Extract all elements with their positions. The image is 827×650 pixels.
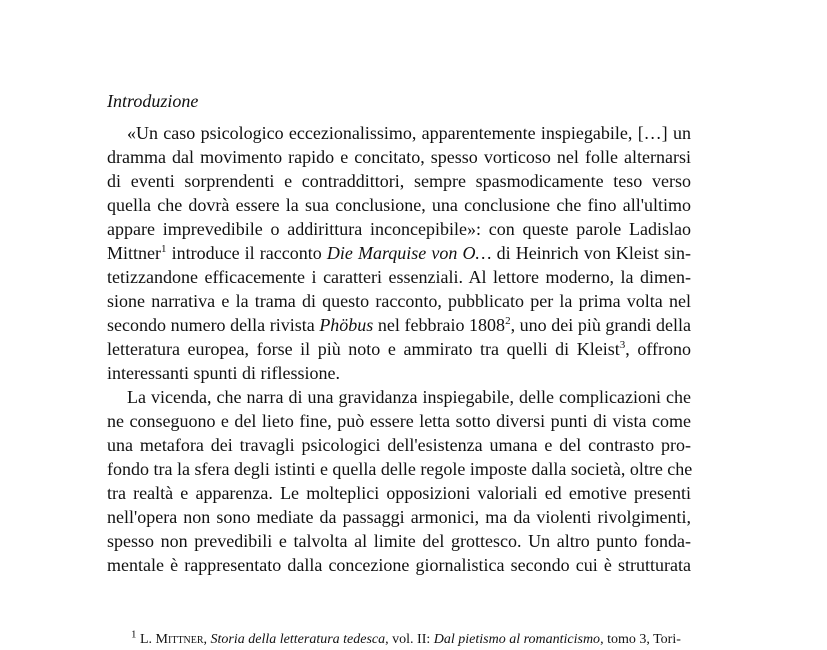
text-line: La vicenda, che narra di una gravidanza inspiegabile, delle complicazioni che	[127, 387, 691, 407]
footnote-author: L. Mittner	[140, 632, 204, 647]
text-line: dramma dal movimento rapido e concitato, spesso vorticoso nel folle alternarsi	[107, 147, 691, 167]
footnote-ref[interactable]: 3	[619, 339, 626, 351]
text-line: ne conseguono e del lieto fine, può essere letta sotto diversi punti di vista come	[107, 411, 691, 431]
text-line: mentale è rappresentato dalla concezione giornalistica secondo cui è strutturata	[107, 555, 691, 575]
text-line: fondo tra la sfera degli istinti e quella delle regole imposte dalla società, oltre che	[107, 459, 693, 479]
text-line: letteratura europea, forse il più noto e ammirato tra quelli di Kleist$^3$, offrono	[107, 339, 691, 359]
text-line: secondo numero della rivista Phöbus nel febbraio 1808$^2$, uno dei più grandi della	[107, 315, 691, 335]
text-line: nell'opera non sono mediate da passaggi armonici, ma da violenti rivolgimenti,	[107, 507, 691, 527]
text-line: «Un caso psicologico eccezionalissimo, apparentemente inspiegabile, […] un	[127, 123, 691, 143]
section-title: Introduzione	[107, 91, 199, 111]
text-line: una metafora dei travagli psicologici dell'esistenza umana e del contrasto pro-	[107, 435, 691, 455]
text-line: di eventi sorprendenti e contraddittori, sempre spasmodicamente teso verso	[107, 171, 691, 191]
footnote-title: Storia della letteratura tedesca	[210, 632, 386, 647]
footnote: $^1$ L. Mittner, Storia della letteratura tedesca, vol. II: Dal pietismo al romanticismo, tomo 3, Tori-	[131, 630, 681, 647]
text-line: Mittner$^1$ introduce il racconto Die Marquise von O… di Heinrich von Kleist sin-	[107, 243, 691, 263]
text-line: quella che dovrà essere la sua conclusione, una conclusione che fino all'ultimo	[107, 195, 691, 215]
text-line: appare imprevedibile o addirittura inconcepibile»: con queste parole Ladislao	[107, 219, 691, 239]
text-line: tetizzandone efficacemente i caratteri essenziali. Al lettore moderno, la dimen-	[107, 267, 691, 287]
text-line: spesso non prevedibili e talvolta al limite del grottesco. Un altro punto fonda-	[107, 531, 691, 551]
footnote-ref[interactable]: 2	[505, 315, 511, 327]
footnote-number: 1	[131, 630, 137, 641]
footnote-subtitle: Dal pietismo al romanticismo	[433, 632, 601, 647]
text-line: tra realtà e apparenza. Le molteplici opposizioni valoriali ed emotive presenti	[107, 483, 691, 503]
text-line: sione narrativa e la trama di questo racconto, pubblicato per la prima volta nel	[107, 291, 691, 311]
footnote-ref[interactable]: 1	[161, 243, 167, 255]
text-line: interessanti spunti di riflessione.	[107, 363, 340, 383]
